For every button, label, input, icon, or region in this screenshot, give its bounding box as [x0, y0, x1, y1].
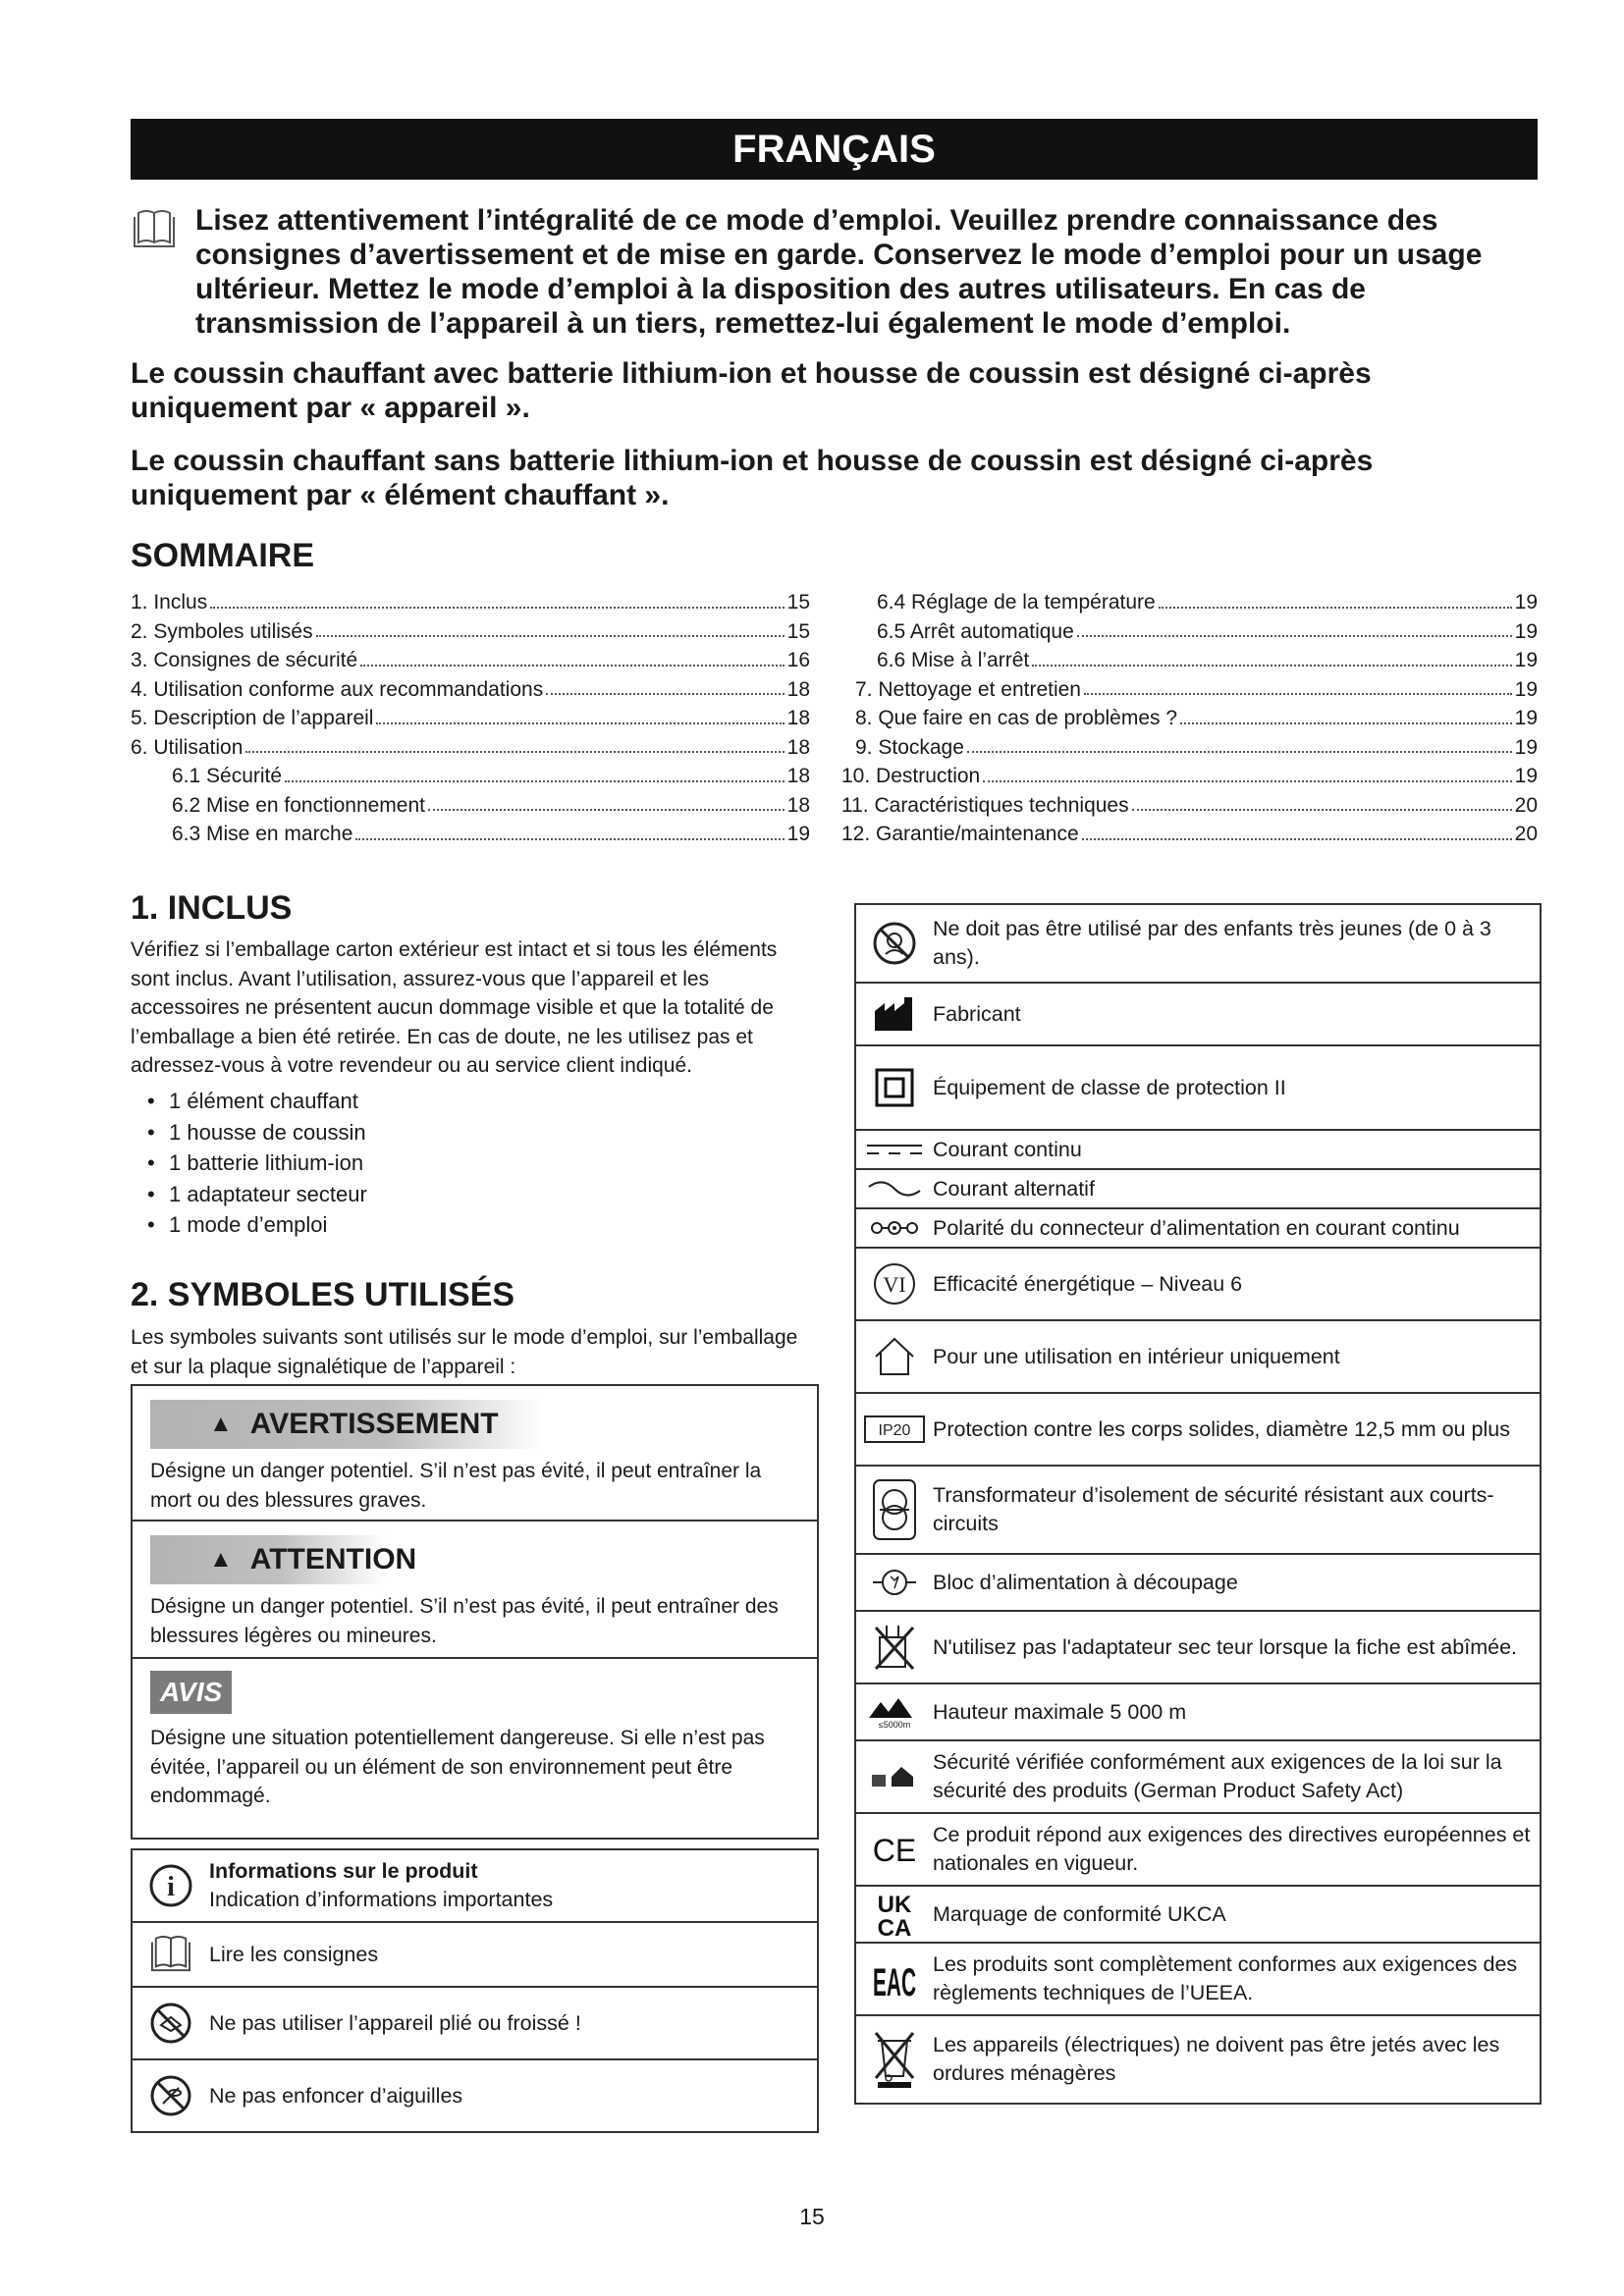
toc-leader	[1077, 617, 1512, 638]
symbol-text: Lire les consignes	[209, 1942, 379, 1966]
weee-bin-icon	[856, 2029, 933, 2090]
symbol-text: Efficacité énergétique – Niveau 6	[933, 1271, 1243, 1296]
toc-page: 19	[1514, 677, 1538, 701]
signal-avis	[133, 1657, 817, 1821]
symbol-text: Marquage de conformité UKCA	[933, 1901, 1226, 1926]
toc-item	[841, 704, 1538, 733]
list-item: • 1 batterie lithium-ion	[147, 1148, 367, 1179]
toc-label: 6. Utilisation	[131, 735, 244, 759]
table-row	[133, 2058, 817, 2131]
list-item: • 1 housse de coussin	[147, 1117, 367, 1148]
toc-label: 11. Caractéristiques techniques	[841, 793, 1129, 817]
gs-safety-icon	[856, 1763, 933, 1790]
symbol-table-left	[131, 1848, 819, 2133]
intro-block	[131, 203, 1538, 341]
signal-words-box	[131, 1384, 819, 1840]
table-row	[856, 1885, 1540, 1942]
toc-item	[131, 617, 810, 647]
toc-leader	[210, 588, 784, 609]
toc-label: 12. Garantie/maintenance	[841, 823, 1079, 845]
info-letter: i	[167, 1872, 175, 1902]
toc-leader	[546, 675, 784, 696]
toc-leader	[428, 791, 785, 812]
signal-attention	[133, 1520, 817, 1657]
toc-item	[841, 588, 1538, 617]
toc-label: 4. Utilisation conforme aux recommandations	[131, 677, 544, 701]
ce-label: CE	[872, 1833, 917, 1868]
toc-item	[131, 588, 810, 617]
safety-transformer-icon	[856, 1478, 933, 1541]
signal-avertissement	[133, 1386, 817, 1520]
toc-item	[841, 646, 1538, 675]
page-number: 15	[799, 2204, 825, 2229]
eac-icon	[856, 1956, 933, 2002]
table-row	[856, 1044, 1540, 1129]
toc-leader	[376, 704, 784, 724]
toc-label: 6.3 Mise en marche	[172, 823, 353, 845]
toc-label: 6.6 Mise à l’arrêt	[877, 649, 1030, 671]
symbol-text: Ne pas utiliser l’appareil plié ou froissé !	[209, 2010, 581, 2035]
toc-label: 8. Que faire en cas de problèmes ?	[855, 707, 1178, 729]
table-row	[856, 1942, 1540, 2014]
toc-page: 19	[1514, 649, 1538, 671]
toc-item	[841, 820, 1538, 849]
altitude-label: ≤5000m	[878, 1720, 911, 1730]
signal-desc: Désigne un danger potentiel. S’il n’est pas évité, il peut entraîner la mort ou des blessures graves.	[150, 1460, 762, 1512]
ce-mark-icon	[856, 1832, 933, 1867]
table-row	[856, 1319, 1540, 1392]
table-row	[856, 1392, 1540, 1465]
indoor-use-icon	[856, 1335, 933, 1378]
toc-left	[131, 588, 810, 849]
warning-triangle-icon: ▲	[209, 1546, 233, 1573]
protection-class-ii-icon	[856, 1068, 933, 1107]
avis-tag: AVIS	[150, 1671, 232, 1714]
altitude-icon	[856, 1694, 933, 1730]
polarity-icon	[856, 1219, 933, 1237]
symbol-text: Transformateur d’isolement de sécurité résistant aux courts-circuits	[933, 1483, 1494, 1535]
table-row	[856, 1465, 1540, 1553]
symbol-text: Fabricant	[933, 1001, 1021, 1026]
signal-desc: Désigne une situation potentiellement dangereuse. Si elle n’est pas évitée, l’appareil ou un élément de son environnement peut être endommagé.	[150, 1727, 765, 1807]
symbol-text: Ce produit répond aux exigences des directives européennes et nationales en vigueur.	[933, 1823, 1531, 1875]
toc-page: 18	[786, 707, 810, 729]
table-row	[856, 2014, 1540, 2103]
info-icon	[133, 1863, 209, 1908]
toc-item	[841, 675, 1538, 705]
note-appareil: Le coussin chauffant avec batterie lithium-ion et housse de coussin est désigné ci-après uniquement par « appareil ».	[131, 357, 1372, 424]
inclus-list	[147, 1086, 367, 1241]
read-instructions-icon	[131, 209, 178, 250]
toc-item	[131, 675, 810, 705]
symbol-text: Indication d’informations importantes	[209, 1888, 554, 1911]
switching-power-supply-icon	[856, 1563, 933, 1602]
symbol-text: Équipement de classe de protection II	[933, 1075, 1286, 1099]
toc-label: 9. Stockage	[855, 735, 964, 759]
no-fold-icon	[133, 2002, 209, 2045]
toc-leader	[355, 820, 784, 840]
toc-page: 18	[786, 735, 810, 759]
toc-label: 6.5 Arrêt automatique	[877, 619, 1074, 643]
ukca-label-top: UK	[877, 1892, 912, 1918]
toc-page: 15	[786, 591, 810, 614]
inclus-title: 1. INCLUS	[131, 889, 293, 927]
vi-label: VI	[883, 1272, 906, 1297]
toc-item	[841, 617, 1538, 647]
symbol-text: Courant continu	[933, 1137, 1082, 1161]
manufacturer-icon	[856, 997, 933, 1031]
symbol-text: Pour une utilisation en intérieur uniquement	[933, 1344, 1340, 1368]
table-row	[856, 1739, 1540, 1812]
toc-page: 18	[786, 677, 810, 701]
symbol-text: Ne pas enfoncer d’aiguilles	[209, 2083, 463, 2108]
page-title: FRANÇAIS	[732, 128, 936, 171]
toc-item	[131, 791, 810, 821]
symbol-text: Hauteur maximale 5 000 m	[933, 1699, 1187, 1724]
toc-right	[841, 588, 1538, 849]
table-row	[856, 1682, 1540, 1739]
toc-page: 19	[1514, 765, 1538, 787]
signal-label: ATTENTION	[249, 1543, 417, 1575]
symbol-text: Ne doit pas être utilisé par des enfants très jeunes (de 0 à 3 ans).	[933, 917, 1491, 969]
toc-page: 19	[1514, 707, 1538, 729]
toc-item	[131, 762, 810, 791]
alternating-current-icon	[856, 1179, 933, 1199]
toc-page: 19	[786, 823, 810, 845]
table-row	[856, 1247, 1540, 1319]
table-row	[133, 1921, 817, 1986]
toc-page: 19	[1514, 591, 1538, 614]
toc-leader	[1159, 588, 1512, 609]
toc-page: 20	[1514, 823, 1538, 845]
table-row	[133, 1850, 817, 1921]
table-row	[856, 1129, 1540, 1168]
toc-label: 1. Inclus	[131, 591, 208, 614]
symbol-text: Protection contre les corps solides, diamètre 12,5 mm ou plus	[933, 1416, 1510, 1441]
symbol-text: Les produits sont complètement conformes aux exigences des règlements techniques de l’UEEA.	[933, 1952, 1518, 2004]
toc-leader	[360, 646, 785, 667]
book-icon	[133, 1935, 209, 1974]
signal-label: AVERTISSEMENT	[249, 1408, 499, 1440]
table-row	[856, 1553, 1540, 1610]
toc-leader	[316, 617, 785, 638]
no-needles-icon	[133, 2074, 209, 2117]
symbol-text: N'utilisez pas l'adaptateur sec teur lorsque la fiche est abîmée.	[933, 1634, 1517, 1659]
toc-item	[131, 733, 810, 763]
ip20-icon	[856, 1415, 933, 1443]
ukca-label-bottom: CA	[877, 1915, 912, 1942]
toc-page: 16	[786, 649, 810, 671]
toc-page: 15	[786, 619, 810, 643]
toc-item	[841, 762, 1538, 791]
toc-leader	[1082, 820, 1512, 840]
caution-banner	[150, 1535, 417, 1584]
toc-leader	[983, 762, 1511, 782]
toc-label: 3. Consignes de sécurité	[131, 649, 358, 671]
toc-leader	[1084, 675, 1512, 696]
symboles-text: Les symboles suivants sont utilisés sur le mode d’emploi, sur l’emballage et sur la plaque signalétique de l’appareil :	[131, 1326, 798, 1378]
toc-item	[131, 646, 810, 675]
table-row	[856, 1168, 1540, 1207]
damaged-plug-icon	[856, 1622, 933, 1673]
list-item: • 1 adaptateur secteur	[147, 1179, 367, 1210]
toc-page: 19	[1514, 735, 1538, 759]
toc-item	[131, 704, 810, 733]
not-for-infants-icon	[856, 921, 933, 966]
symbol-table-right	[854, 903, 1542, 2105]
toc-title: SOMMAIRE	[131, 537, 314, 574]
warning-triangle-icon: ▲	[209, 1411, 233, 1437]
table-row	[856, 982, 1540, 1044]
symbol-text: Courant alternatif	[933, 1176, 1095, 1201]
table-row	[856, 905, 1540, 982]
toc-item	[131, 820, 810, 849]
symbol-text: Sécurité vérifiée conformément aux exigences de la loi sur la sécurité des produits (German Product Safety Act)	[933, 1750, 1502, 1802]
page-header	[131, 119, 1538, 180]
toc-label: 6.2 Mise en fonctionnement	[172, 793, 425, 817]
eac-label: EAC	[873, 1961, 916, 2004]
toc-page: 19	[1514, 619, 1538, 643]
toc-item	[841, 791, 1538, 821]
warning-banner	[150, 1400, 543, 1449]
list-item: • 1 mode d’emploi	[147, 1209, 367, 1241]
toc-label: 5. Description de l’appareil	[131, 707, 374, 729]
toc-leader	[1132, 791, 1512, 812]
toc-item	[841, 733, 1538, 763]
toc-label: 6.1 Sécurité	[172, 765, 283, 787]
direct-current-icon	[856, 1143, 933, 1156]
toc-leader	[1032, 646, 1511, 667]
toc-label: 10. Destruction	[841, 765, 981, 787]
table-row	[856, 1812, 1540, 1885]
symboles-title: 2. SYMBOLES UTILISÉS	[131, 1276, 515, 1313]
table-row	[856, 1610, 1540, 1682]
symbol-desc	[209, 1857, 561, 1914]
toc-leader	[967, 733, 1512, 754]
toc-label: 6.4 Réglage de la température	[877, 591, 1156, 614]
toc-page: 18	[786, 793, 810, 817]
ip20-label: IP20	[878, 1422, 911, 1439]
list-item: • 1 élément chauffant	[147, 1086, 367, 1117]
toc-page: 20	[1514, 793, 1538, 817]
energy-efficiency-vi-icon	[856, 1261, 933, 1307]
symbol-text: Les appareils (électriques) ne doivent pas être jetés avec les ordures ménagères	[933, 2033, 1500, 2085]
symbol-title: Informations sur le produit	[209, 1859, 478, 1883]
intro-text: Lisez attentivement l’intégralité de ce mode d’emploi. Veuillez prendre connaissance des consignes d’avertissement et de mise en garde. Conservez le mode d’emploi pour un usage ultérieur. Mettez le mode d’emploi à la disposition des autres utilisateurs. En cas de transmission de l’appareil à un tiers, remettez-lui également le mode d’emploi.	[195, 204, 1483, 340]
symbol-text: Polarité du connecteur d’alimentation en courant continu	[933, 1215, 1460, 1240]
toc-page: 18	[786, 765, 810, 787]
table-row	[133, 1986, 817, 2058]
signal-desc: Désigne un danger potentiel. S’il n’est pas évité, il peut entraîner des blessures légères ou mineures.	[150, 1595, 779, 1647]
ukca-icon	[856, 1891, 933, 1942]
toc-label: 7. Nettoyage et entretien	[855, 677, 1081, 701]
toc-leader	[245, 733, 784, 754]
toc-leader	[285, 762, 785, 782]
toc-leader	[1180, 704, 1512, 724]
table-row	[856, 1207, 1540, 1247]
inclus-text: Vérifiez si l’emballage carton extérieur est intact et si tous les éléments sont inclus. Avant l’utilisation, assurez-vous que l’appareil et les accessoires ne présentent aucun dommage visible et que la totalité de l’emballage a bien été retirée. En cas de doute, ne les utilisez pas et adressez-vous à votre revendeur ou au service client indiqué.	[131, 938, 778, 1077]
toc-label: 2. Symboles utilisés	[131, 619, 313, 643]
symbol-text: Bloc d’alimentation à découpage	[933, 1570, 1238, 1594]
note-element-chauffant: Le coussin chauffant sans batterie lithium-ion et housse de coussin est désigné ci-après uniquement par « élément chauffant ».	[131, 445, 1374, 511]
